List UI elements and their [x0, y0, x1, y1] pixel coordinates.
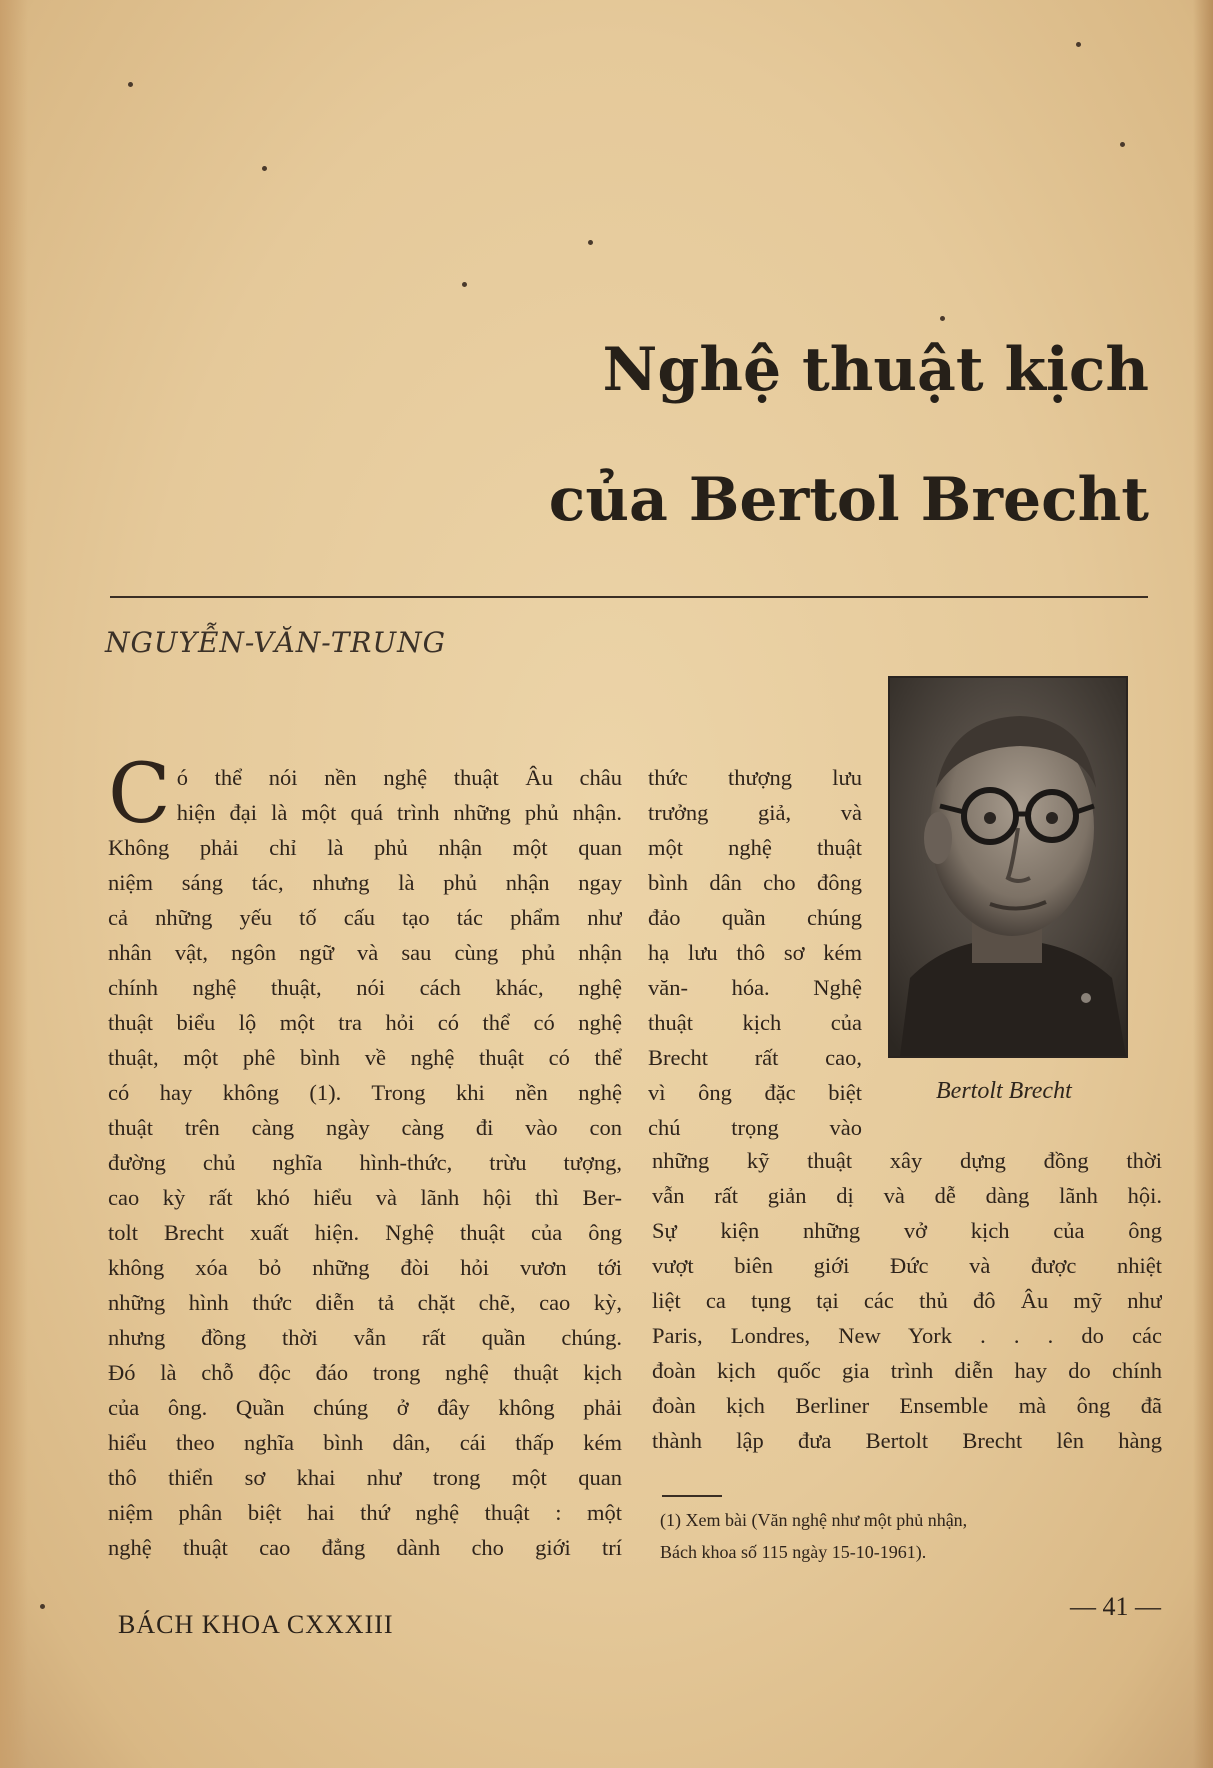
body-line: Đó là chỗ độc đáo trong nghệ thuật kịch	[108, 1360, 622, 1385]
body-line: đường chủ nghĩa hình-thức, trừu tượng,	[108, 1150, 622, 1175]
body-line: thuật trên càng ngày càng đi vào con	[108, 1115, 622, 1140]
page-number: — 41 —	[1070, 1592, 1161, 1621]
body-line: những kỹ thuật xây dựng đồng thời	[652, 1148, 1162, 1173]
body-line: nghệ thuật cao đẳng dành cho giới trí	[108, 1535, 622, 1560]
body-line: vượt biên giới Đức và được nhiệt	[652, 1253, 1162, 1278]
body-line: trưởng giả, và	[648, 800, 862, 825]
footnote-line: (1) Xem bài (Văn nghệ như một phủ nhận,	[660, 1510, 968, 1530]
body-line: của ông. Quần chúng ở đây không phải	[108, 1395, 622, 1420]
body-line: vì ông đặc biệt	[648, 1080, 862, 1105]
body-line: Paris, Londres, New York . . . do các	[652, 1323, 1162, 1348]
paper-speck	[1120, 142, 1125, 147]
body-line: thức thượng lưu	[648, 765, 862, 790]
body-line: chú trọng vào	[648, 1115, 862, 1140]
paper-edge-left	[0, 0, 28, 1768]
body-line: cả những yếu tố cấu tạo tác phẩm như	[108, 905, 622, 930]
paper-speck	[940, 316, 945, 321]
body-line: hiểu theo nghĩa bình dân, cái thấp kém	[108, 1430, 622, 1455]
paper-edge-right	[1193, 0, 1213, 1768]
body-line: Sự kiện những vở kịch của ông	[652, 1218, 1162, 1243]
footnote-divider	[662, 1495, 722, 1497]
body-line: thành lập đưa Bertolt Brecht lên hàng	[652, 1428, 1162, 1453]
body-line: những hình thức diễn tả chặt chẽ, cao kỳ,	[108, 1290, 622, 1315]
title-divider	[110, 596, 1148, 598]
body-line: không xóa bỏ những đòi hỏi vươn tới	[108, 1255, 622, 1280]
paper-speck	[262, 166, 267, 171]
paper-speck	[1076, 42, 1081, 47]
body-line: đảo quần chúng	[648, 905, 862, 930]
body-line: cao kỳ rất khó hiểu và lãnh hội thì Ber-	[108, 1185, 622, 1210]
article-title-line-2: của Bertol Brecht	[548, 465, 1149, 535]
body-line: vẫn rất giản dị và dễ dàng lãnh hội.	[652, 1183, 1162, 1208]
body-line: chính nghệ thuật, nói cách khác, nghệ	[108, 975, 622, 1000]
paper-speck	[588, 240, 593, 245]
body-line: nhưng đồng thời vẫn rất quần chúng.	[108, 1325, 622, 1350]
body-line: liệt ca tụng tại các thủ đô Âu mỹ như	[652, 1288, 1162, 1313]
body-line: văn- hóa. Nghệ	[648, 975, 862, 1000]
body-line: hiện đại là một quá trình những phủ nhận.	[176, 800, 622, 825]
magazine-footer: BÁCH KHOA CXXXIII	[118, 1610, 394, 1639]
body-column-right	[648, 760, 862, 1145]
body-line: thuật kịch của	[648, 1010, 862, 1035]
body-line: Brecht rất cao,	[648, 1045, 862, 1070]
paper-speck	[462, 282, 467, 287]
paper-speck	[40, 1604, 45, 1609]
body-line: thuật, một phê bình về nghệ thuật có thể	[108, 1045, 622, 1070]
body-line: niệm phân biệt hai thứ nghệ thuật : một	[108, 1500, 622, 1525]
footnote-line: Bách khoa số 115 ngày 15-10-1961).	[660, 1542, 927, 1562]
photo-caption: Bertolt Brecht	[936, 1078, 1072, 1104]
drop-cap: C	[108, 747, 171, 842]
body-line: ó thể nói nền nghệ thuật Âu châu	[176, 765, 622, 790]
body-line: niệm sáng tác, nhưng là phủ nhận ngay	[108, 870, 622, 895]
footnote	[660, 1504, 1162, 1568]
body-line: có hay không (1). Trong khi nền nghệ	[108, 1080, 622, 1105]
body-column-left	[108, 747, 622, 1565]
article-title-line-1: Nghệ thuật kịch	[602, 335, 1149, 405]
body-line: đoàn kịch quốc gia trình diễn hay do chính	[652, 1358, 1162, 1383]
body-line: một nghệ thuật	[648, 835, 862, 860]
body-line: bình dân cho đông	[648, 870, 862, 895]
body-column-wide	[652, 1143, 1162, 1458]
body-line: thô thiển sơ khai như trong một quan	[108, 1465, 622, 1490]
body-line: đoàn kịch Berliner Ensemble mà ông đã	[652, 1393, 1162, 1418]
body-line: hạ lưu thô sơ kém	[648, 940, 862, 965]
article-author: NGUYỄN-VĂN-TRUNG	[105, 626, 446, 659]
portrait-illustration	[890, 678, 1126, 1056]
paper-speck	[128, 82, 133, 87]
body-line: Không phải chỉ là phủ nhận một quan	[108, 835, 622, 860]
body-line: tolt Brecht xuất hiện. Nghệ thuật của ông	[108, 1220, 622, 1245]
body-line: nhân vật, ngôn ngữ và sau cùng phủ nhận	[108, 940, 622, 965]
body-line: thuật biểu lộ một tra hỏi có thể có nghệ	[108, 1010, 622, 1035]
brecht-portrait-photo	[888, 676, 1128, 1058]
